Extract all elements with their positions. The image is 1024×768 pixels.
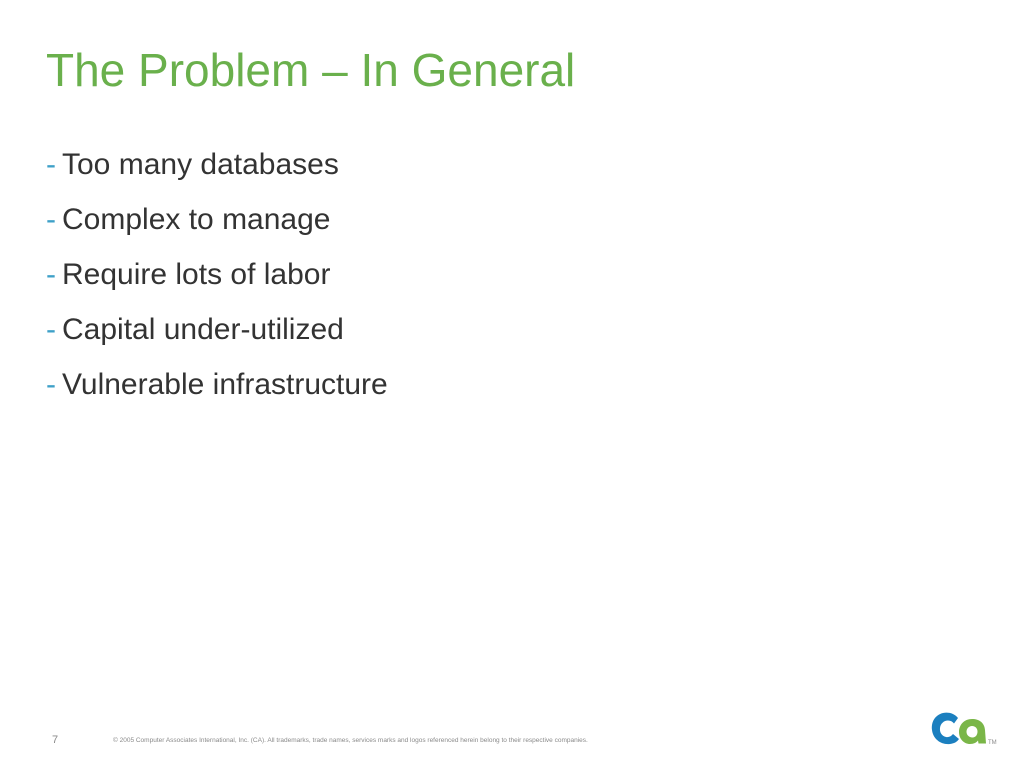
bullet-item <box>46 252 388 307</box>
logo-a-shape <box>959 719 986 744</box>
ca-logo <box>928 706 998 750</box>
bullet-marker: - <box>46 313 56 346</box>
bullet-marker: - <box>46 258 56 291</box>
bullet-text: Complex to manage <box>62 203 331 236</box>
bullet-item <box>46 197 388 252</box>
bullet-item <box>46 142 388 197</box>
bullet-text: Too many databases <box>62 148 339 181</box>
bullet-marker: - <box>46 368 56 401</box>
bullet-item <box>46 307 388 362</box>
page-number: 7 <box>52 734 59 746</box>
bullet-text: Require lots of labor <box>62 258 331 291</box>
bullet-item <box>46 362 388 417</box>
slide-title: The Problem – In General <box>46 44 576 96</box>
logo-tm: TM <box>988 740 997 746</box>
bullet-marker: - <box>46 148 56 181</box>
bullet-marker: - <box>46 203 56 236</box>
copyright-notice: © 2005 Computer Associates International, Inc. (CA). All trademarks, trade names, services marks and logos referenced herein belong to their respective companies. <box>113 737 588 744</box>
bullet-text: Capital under-utilized <box>62 313 344 346</box>
bullet-text: Vulnerable infrastructure <box>62 368 388 401</box>
bullet-list <box>46 142 388 417</box>
logo-c-shape <box>932 713 959 744</box>
